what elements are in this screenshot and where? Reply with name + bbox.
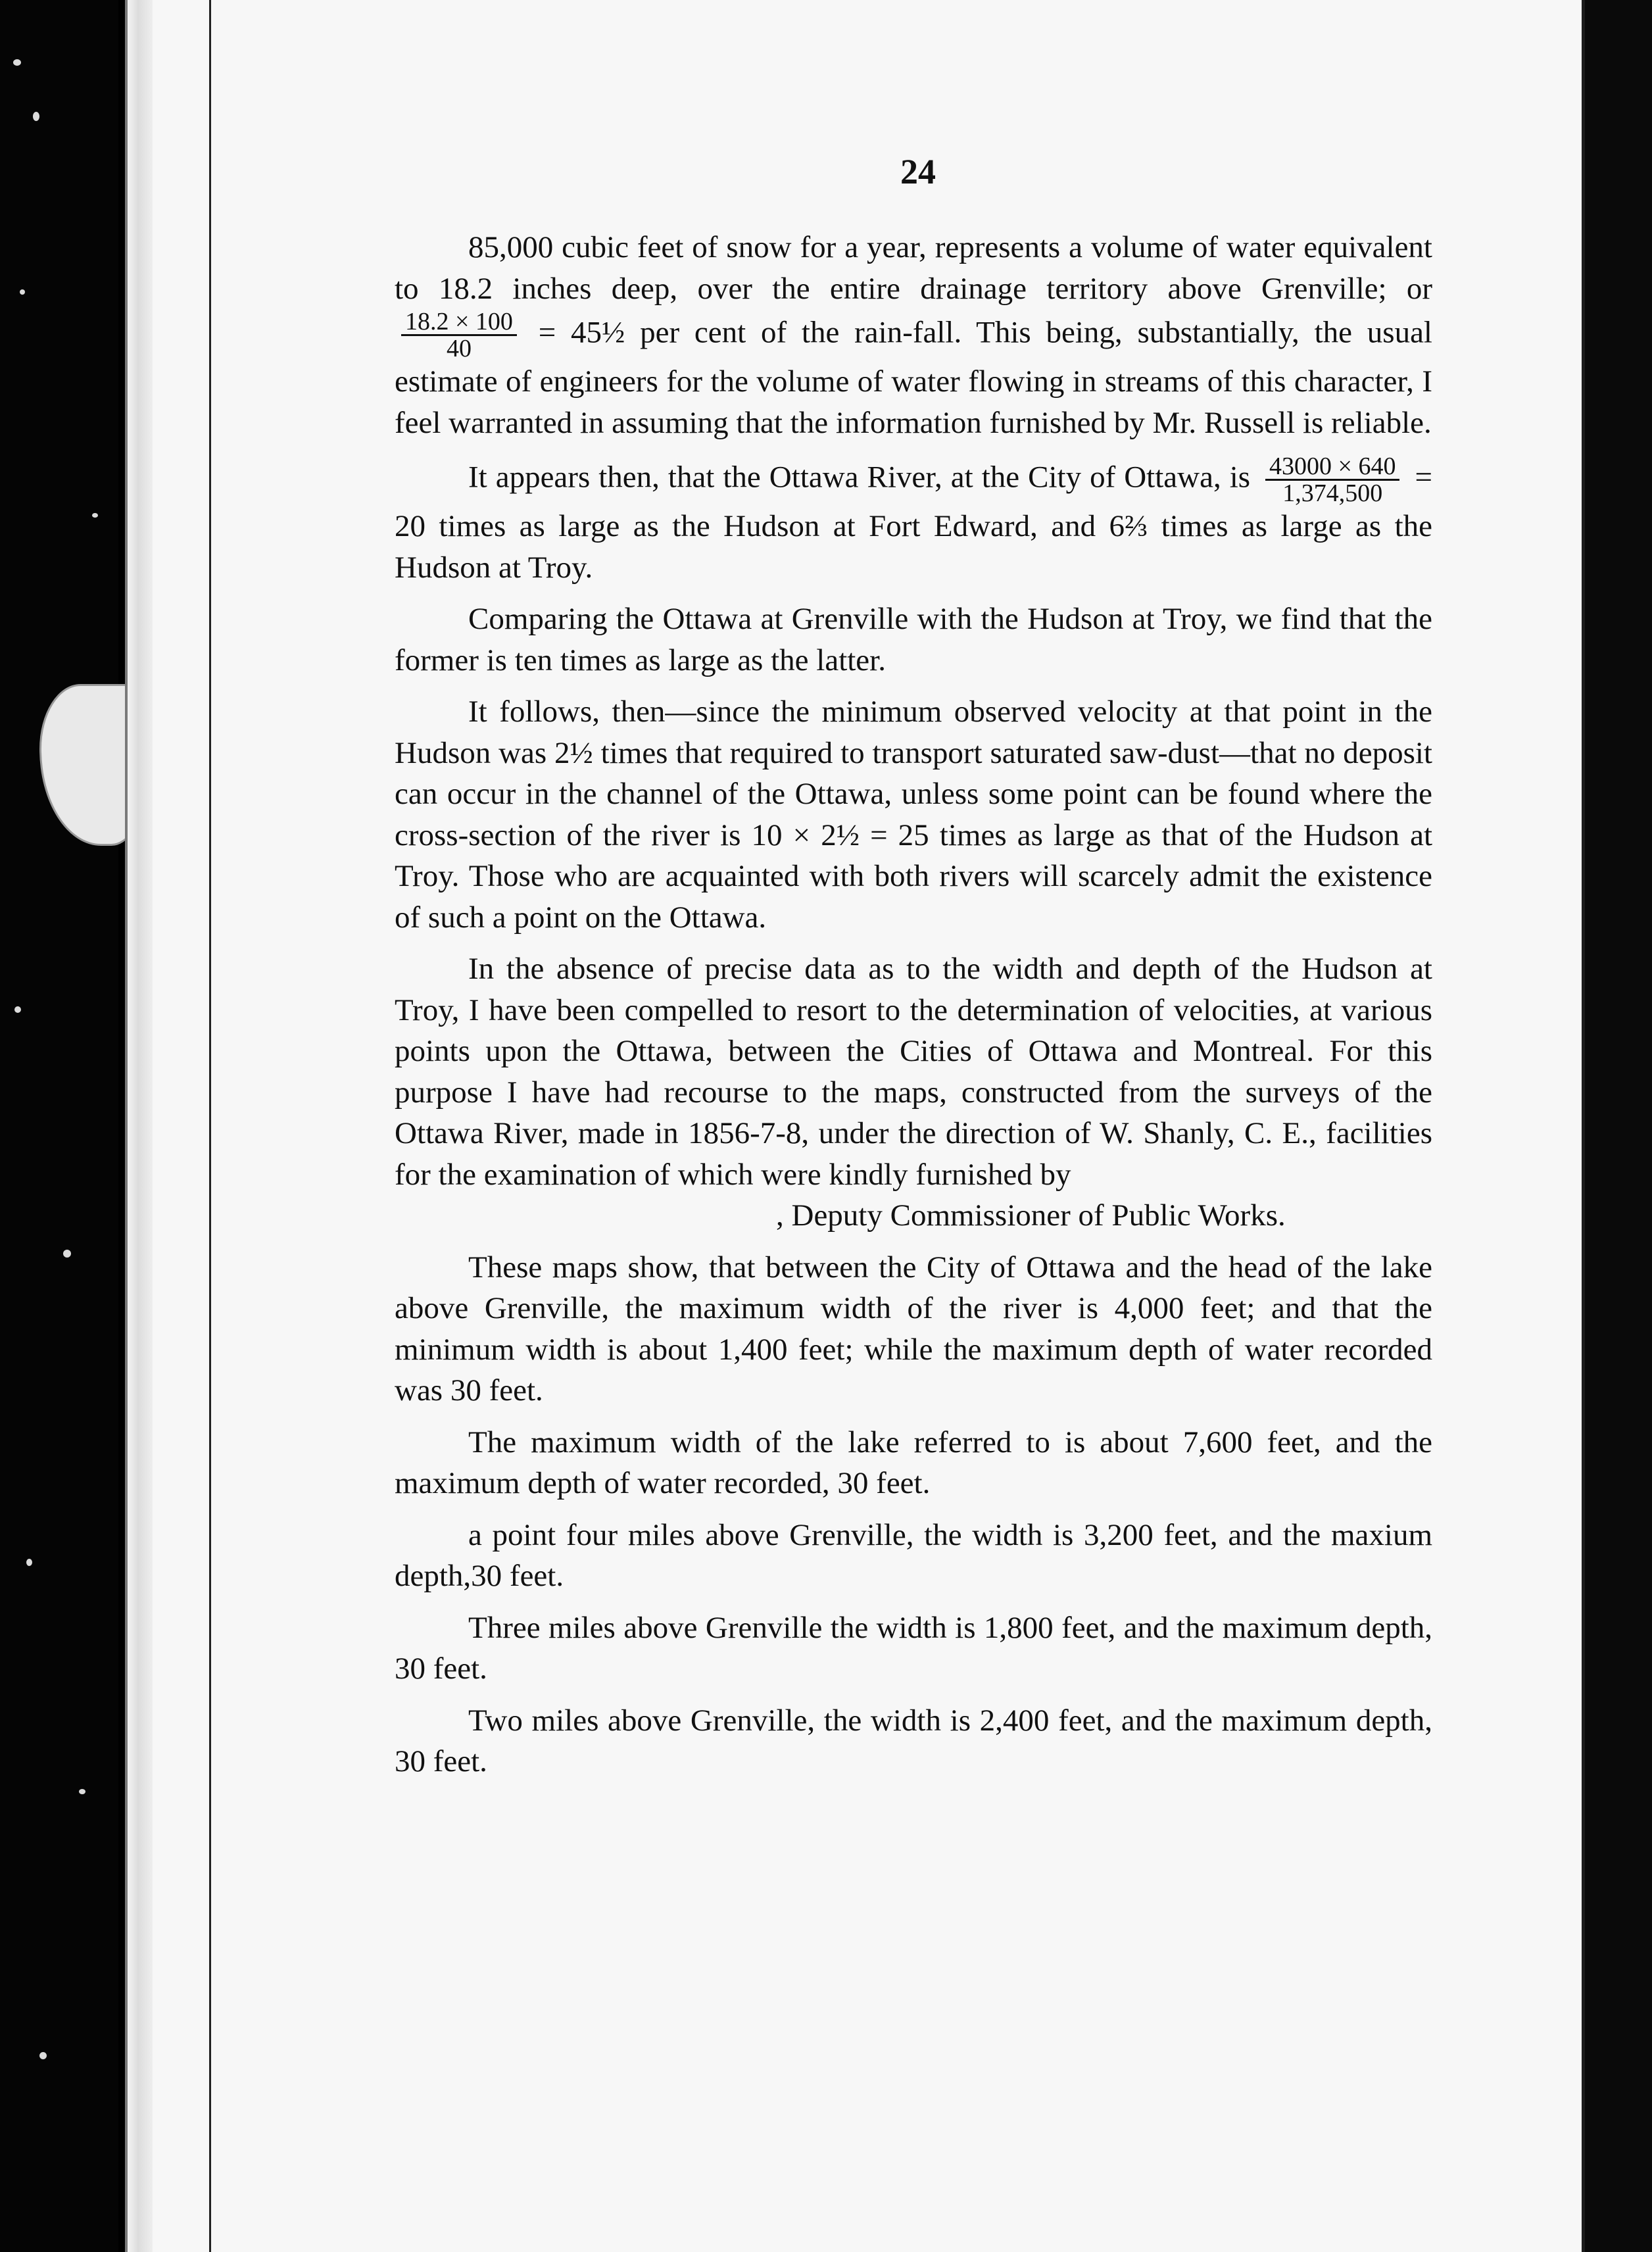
- paragraph-text: It appears then, that the Ottawa River, at the City of Ottawa, is: [468, 460, 1251, 495]
- scan-speck: [63, 1250, 71, 1258]
- fraction-ratio: [1265, 454, 1399, 506]
- fraction-denominator: 40: [446, 335, 472, 362]
- scan-speck: [26, 1559, 32, 1566]
- scan-speck: [92, 513, 98, 518]
- fraction-numerator: 43000 × 640: [1265, 454, 1399, 481]
- scan-speck: [39, 2052, 47, 2059]
- paragraph-text: = 20 times as large as the Hudson at Fort Edward, and 6⅔ times as large as the Hudson at Troy.: [395, 460, 1432, 585]
- paragraph-6: These maps show, that between the City of Ottawa and the head of the lake above Grenville, the maximum width of the river is 4,000 feet; and that the minimum width is about 1,400 feet; while the maximum depth of water recorded was 30 feet.: [395, 1250, 1432, 1408]
- paragraph-9: Three miles above Grenville the width is 1,800 feet, and the maximum depth, 30 feet.: [395, 1610, 1432, 1686]
- paragraph-1: [395, 227, 1432, 443]
- paragraph-10: Two miles above Grenville, the width is 2,400 feet, and the maximum depth, 30 feet.: [395, 1703, 1432, 1778]
- paragraph-text: 85,000 cubic feet of snow for a year, represents a volume of water equivalent to 18.2 inches deep, over the entire drainage territory above Grenville; or: [395, 230, 1432, 306]
- paragraph-8: a point four miles above Grenville, the width is 3,200 feet, and the maxium depth,30 feet.: [395, 1517, 1432, 1593]
- paragraph-5: [395, 948, 1432, 1236]
- scan-speck: [14, 1006, 21, 1013]
- paragraph-7: The maximum width of the lake referred to is about 7,600 feet, and the maximum depth of water recorded, 30 feet.: [395, 1425, 1432, 1500]
- fraction-rainfall: [401, 309, 517, 361]
- paragraph-2: [395, 454, 1432, 588]
- paragraph-text: , Deputy Commissioner of Public Works.: [776, 1198, 1286, 1233]
- book-binding-edge: [125, 0, 156, 2252]
- page-gutter-line: [209, 0, 211, 2252]
- scan-speck: [13, 59, 21, 66]
- body-text: [395, 227, 1432, 1782]
- paragraph-3: Comparing the Ottawa at Grenville with the Hudson at Troy, we find that the former is ten times as large as the latter.: [395, 602, 1432, 677]
- fraction-denominator: 1,374,500: [1282, 479, 1383, 507]
- scan-speck: [79, 1789, 85, 1794]
- scan-speck: [33, 112, 39, 121]
- page-number: 24: [900, 152, 936, 191]
- scan-speck: [20, 289, 25, 295]
- paragraph-text: In the absence of precise data as to the width and depth of the Hudson at Troy, I have been compelled to resort to the determination of velocities, at various points upon the Ottawa, between the Cities of Ottawa and Montreal. For this purpose I have had recourse to the maps, constructed from the surveys of the Ottawa River, made in 1856-7-8, under the direction of W. Shanly, C. E., facilities for the examination of which were kindly furnished by: [395, 952, 1432, 1192]
- paragraph-4: It follows, then—since the minimum observed velocity at that point in the Hudson was 2½ times that required to transport saturated saw-dust—that no deposit can occur in the channel of the Ottawa, unless some point can be found where the cross-section of the river is 10 × 2½ = 25 times as large as that of the Hudson at Troy. Those who are acquainted with both rivers will scarcely admit the existence of such a point on the Ottawa.: [395, 695, 1432, 935]
- scan-left-margin: [0, 0, 118, 2252]
- fraction-numerator: 18.2 × 100: [401, 309, 517, 336]
- paragraph-text: = 45½ per cent of the rain-fall. This being, substantially, the usual estimate of engineers for the volume of water flowing in streams of this character, I feel warranted in assuming that the information furnished by Mr. Russell is reliable.: [395, 315, 1432, 440]
- scan-right-margin: [1585, 0, 1652, 2252]
